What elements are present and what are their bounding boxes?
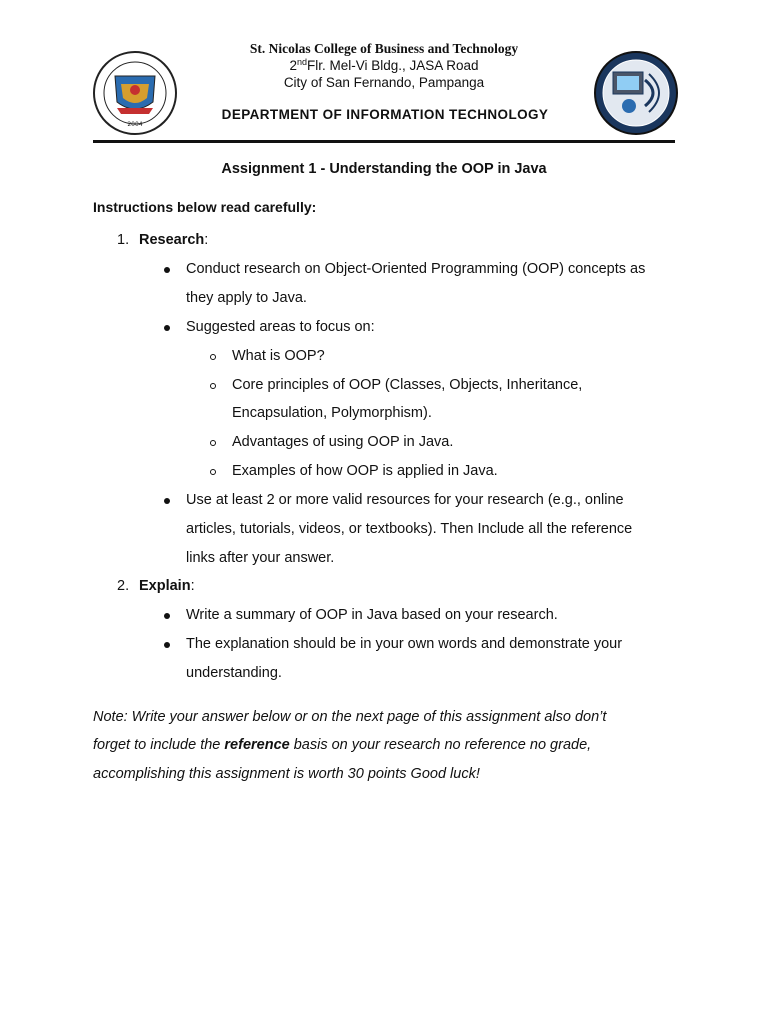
list-item: The explanation should be in your own words and demonstrate your — [186, 636, 623, 652]
list-item: articles, tutorials, videos, or textbooks). Then Include all the reference — [186, 521, 633, 537]
bullet-dot — [164, 267, 170, 273]
list-item-heading: Research: — [139, 232, 209, 248]
list-item: understanding. — [186, 665, 282, 681]
assignment-title: Assignment 1 - Understanding the OOP in Java — [221, 161, 547, 177]
college-name: St. Nicolas College of Business and Technology — [249, 41, 519, 56]
bullet-dot — [164, 325, 170, 331]
instructions-heading: Instructions below read carefully: — [93, 199, 317, 215]
list-item: What is OOP? — [232, 348, 325, 364]
note-line: accomplishing this assignment is worth 30 points Good luck! — [93, 766, 480, 782]
svg-text:2004: 2004 — [127, 121, 143, 128]
list-item: Examples of how OOP is applied in Java. — [232, 463, 498, 479]
list-item: Suggested areas to focus on: — [186, 319, 375, 335]
list-item: Use at least 2 or more valid resources for your research (e.g., online — [186, 492, 624, 508]
address-line-1: 2ndFlr. Mel-Vi Bldg., JASA Road — [289, 57, 479, 73]
list-item: Conduct research on Object-Oriented Programming (OOP) concepts as — [186, 261, 646, 277]
department-seal-logo — [591, 50, 681, 136]
list-item: Write a summary of OOP in Java based on your research. — [186, 607, 558, 623]
list-item: links after your answer. — [186, 550, 335, 566]
list-item: Core principles of OOP (Classes, Objects, Inheritance, — [232, 377, 583, 393]
sub-bullet-circle — [210, 440, 216, 446]
note-line: Note: Write your answer below or on the next page of this assignment also don’t — [93, 709, 607, 725]
bullet-dot — [164, 642, 170, 648]
bullet-dot — [164, 613, 170, 619]
note-line: forget to include the reference basis on your research no reference no grade, — [93, 737, 592, 753]
sub-bullet-circle — [210, 354, 216, 360]
bullet-dot — [164, 498, 170, 504]
list-item: they apply to Java. — [186, 290, 307, 306]
list-item: Advantages of using OOP in Java. — [232, 434, 454, 450]
list-number: 1. — [117, 232, 130, 248]
list-number: 2. — [117, 578, 130, 594]
list-item-heading: Explain: — [139, 578, 195, 594]
header-divider — [93, 140, 675, 143]
sub-bullet-circle — [210, 383, 216, 389]
address-line-2: City of San Fernando, Pampanga — [283, 75, 485, 90]
department-name: DEPARTMENT OF INFORMATION TECHNOLOGY — [221, 107, 549, 122]
sub-bullet-circle — [210, 469, 216, 475]
list-item: Encapsulation, Polymorphism). — [232, 405, 432, 421]
